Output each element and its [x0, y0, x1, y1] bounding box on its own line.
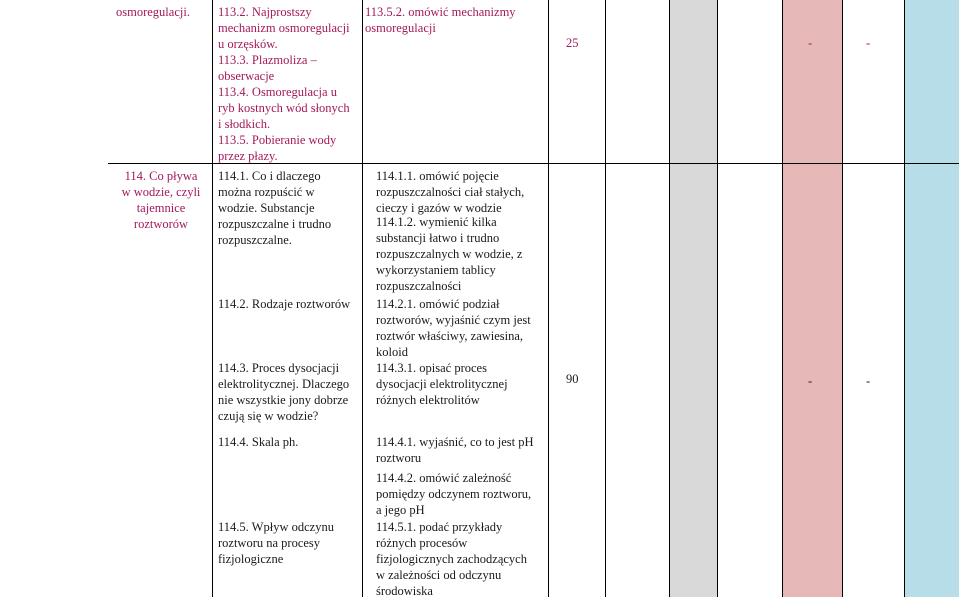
content-113-2: 113.2. Najprostszy mechanizm osmoregulacji u orzęsków.	[218, 5, 350, 51]
col-border-9	[904, 0, 905, 597]
col-border-1	[212, 0, 213, 597]
goal-113-5-2: 113.5.2. omówić mechanizmy osmoregulacji	[365, 5, 516, 35]
gray-column	[670, 0, 717, 597]
content-114-1: 114.1. Co i dlaczego można rozpuścić w wodzie. Substancje rozpuszczalne i trudno rozpuszczalne.	[218, 169, 332, 247]
rose-column	[783, 0, 842, 597]
col-border-8	[842, 0, 843, 597]
content-113-3: 113.3. Plazmoliza – obserwacje	[218, 53, 317, 83]
goal-114-2-1: 114.2.1. omówić podział roztworów, wyjaśnić czym jest roztwór właściwy, zawiesina, koloid	[376, 297, 531, 359]
goal-114-3-1: 114.3.1. opisać proces dysocjacji elektrolitycznej różnych elektrolitów	[376, 361, 508, 407]
dash-b-row-1: -	[866, 36, 871, 50]
topic-previous: osmoregulacji.	[116, 5, 190, 19]
col-border-4	[605, 0, 606, 597]
col-border-2	[362, 0, 363, 597]
goal-114-1-1: 114.1.1. omówić pojęcie rozpuszczalności ciał stałych, cieczy i gazów w wodzie	[376, 169, 525, 215]
col-border-5	[669, 0, 670, 597]
dash-a-row-2: -	[808, 374, 813, 388]
goal-114-4-1: 114.4.1. wyjaśnić, co to jest pH roztworu	[376, 435, 534, 465]
content-114-3: 114.3. Proces dysocjacji elektrolitycznej. Dlaczego nie wszystkie jony dobrze czują się w wodzie?	[218, 361, 350, 423]
goal-114-4-2: 114.4.2. omówić zależność pomiędzy odczynem roztworu, a jego pH	[376, 471, 532, 517]
hours-row-2: 90	[566, 372, 579, 386]
col-border-6	[717, 0, 718, 597]
topic-title: 114. Co pływa w wodzie, czyli tajemnice roztworów	[121, 169, 201, 231]
blue-column	[905, 0, 959, 597]
goal-114-5-1: 114.5.1. podać przykłady różnych procesów fizjologicznych zachodzących w zależności od odczynu środowiska	[376, 520, 527, 598]
content-113-5: 113.5. Pobieranie wody przez płazy.	[218, 133, 337, 163]
col-border-3	[548, 0, 549, 597]
content-114-5: 114.5. Wpływ odczynu roztworu na procesy fizjologiczne	[218, 520, 334, 566]
content-113-4: 113.4. Osmoregulacja u ryb kostnych wód słonych i słodkich.	[218, 85, 350, 131]
content-114-4: 114.4. Skala ph.	[218, 435, 299, 449]
dash-a-row-1: -	[808, 36, 813, 50]
hours-row-1: 25	[566, 36, 579, 50]
dash-b-row-2: -	[866, 374, 871, 388]
content-114-2: 114.2. Rodzaje roztworów	[218, 297, 351, 311]
goal-114-1-2: 114.1.2. wymienić kilka substancji łatwo i trudno rozpuszczalnych w wodzie, z wykorzystaniem tablicy rozpuszczalności	[376, 215, 523, 293]
col-border-7	[782, 0, 783, 597]
